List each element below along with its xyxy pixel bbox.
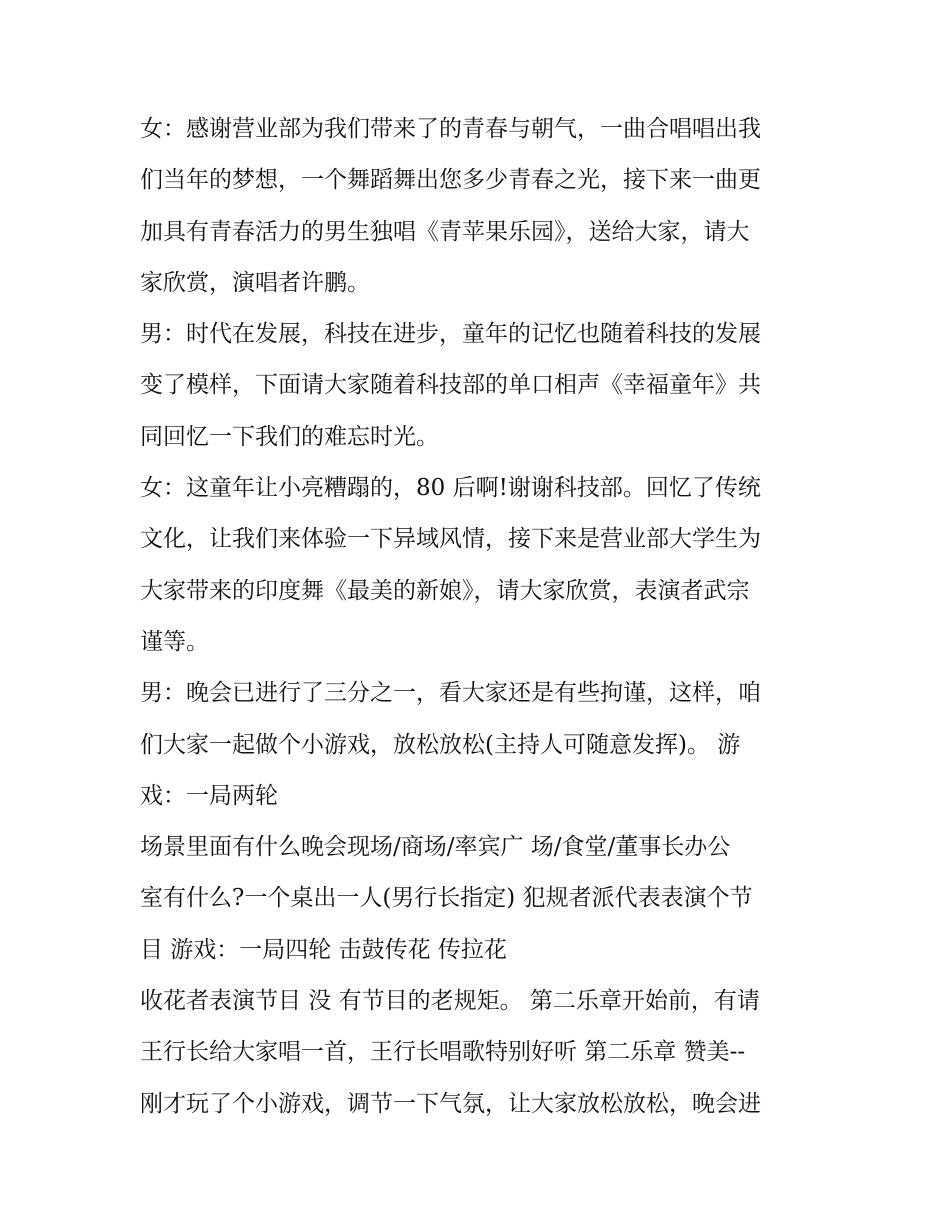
text-line: 大家带来的印度舞《最美的新娘》，请大家欣赏，表演者武宗 [140, 577, 750, 604]
text-line: 收花者表演节目 没 有节目的老规矩。 第二乐章开始前，有请 [140, 988, 760, 1015]
text-line: 女：感谢营业部为我们带来了的青春与朝气，一曲合唱唱出我 [140, 116, 761, 142]
text-line: 变了模样，下面请大家随着科技部的单口相声《幸福童年》共 [140, 372, 761, 399]
text-line: 刚才玩了个小游戏，调节一下气氛，让大家放松放松，晚会进 [140, 1090, 761, 1117]
text-line: 家欣赏，演唱者许鹏。 [140, 269, 370, 296]
text-line: 们当年的梦想，一个舞蹈舞出您多少青春之光，接下来一曲更 [140, 167, 761, 194]
text-line: 场景里面有什么晚会现场/商场/率宾广 场/食堂/董事长办公 [140, 834, 731, 861]
text-line: 文化，让我们来体验一下异域风情，接下来是营业部大学生为 [140, 526, 761, 553]
text-line: 同回忆一下我们的难忘时光。 [140, 423, 439, 450]
text-line: 加具有青春活力的男生独唱《青苹果乐园》，送给大家，请大 [140, 218, 750, 245]
text-line: 谨等。 [140, 628, 209, 655]
text-line: 戏：一局两轮 [140, 782, 278, 809]
script-text [140, 104, 820, 1130]
text-line: 女：这童年让小亮糟蹋的，80 后啊!谢谢科技部。回忆了传统 [140, 475, 761, 502]
text-line: 男：晚会已进行了三分之一，看大家还是有些拘谨，这样，咱 [140, 680, 761, 707]
text-line: 目 游戏：一局四轮 击鼓传花 传拉花 [140, 936, 507, 963]
text-line: 们大家一起做个小游戏，放松放松(主持人可随意发挥)。 游 [140, 731, 741, 758]
text-line: 室有什么?一个桌出一人(男行长指定) 犯规者派代表表演个节 [140, 885, 753, 912]
text-line: 王行长给大家唱一首，王行长唱歌特别好听 第二乐章 赞美-- [140, 1039, 746, 1066]
text-line: 男：时代在发展，科技在进步，童年的记忆也随着科技的发展 [140, 321, 761, 348]
